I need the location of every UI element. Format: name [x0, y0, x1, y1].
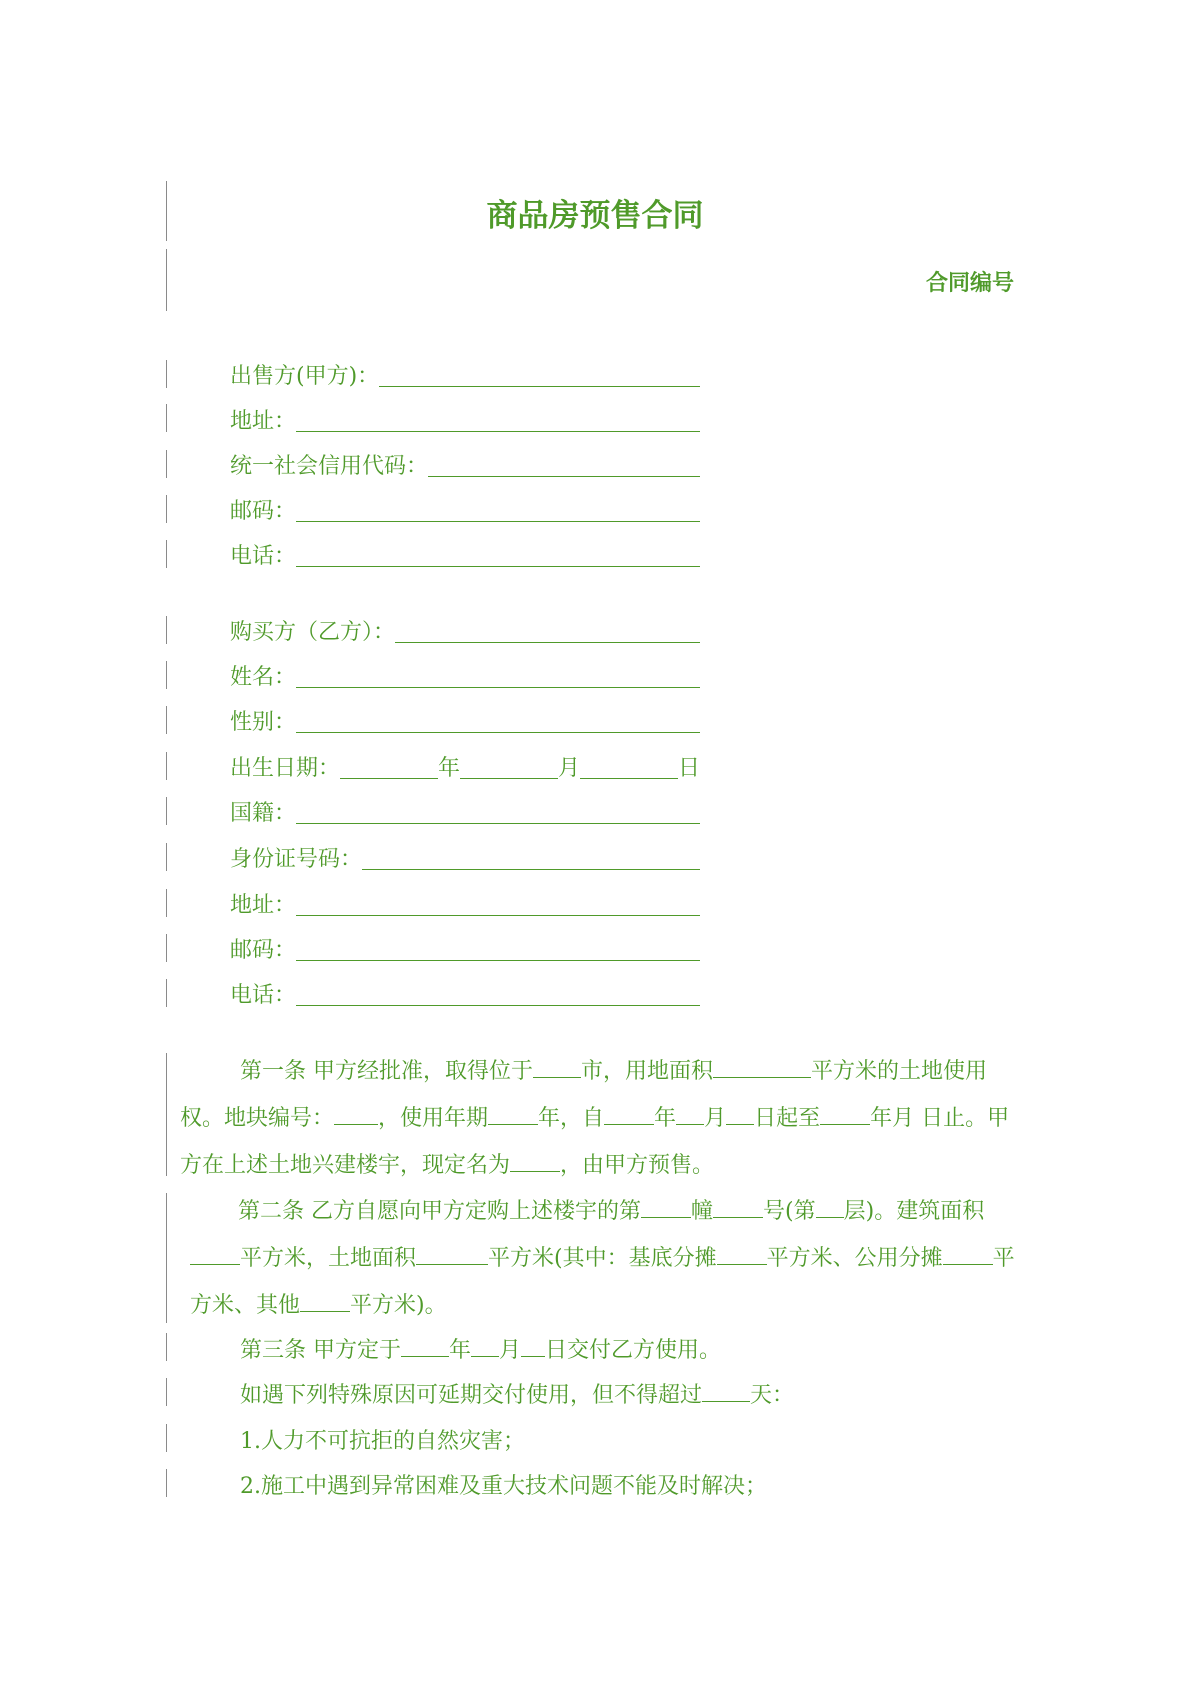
buyer-address-label: 地址： [230, 893, 297, 918]
blank[interactable] [702, 1379, 750, 1402]
text: ，由甲方预售。 [560, 1153, 715, 1178]
year-label: 年 [438, 756, 461, 781]
text: 幢 [691, 1199, 714, 1224]
buyer-gender-field[interactable] [230, 706, 700, 736]
list-item: 2.施工中遇到异常困难及重大技术问题不能及时解决； [240, 1474, 767, 1499]
text: 平方米、公用分摊 [766, 1246, 943, 1271]
seller-credit-code-field[interactable] [230, 450, 700, 480]
text: 年，自 [538, 1106, 605, 1131]
text: 市，用地面积 [581, 1059, 714, 1084]
fill-line[interactable] [428, 475, 700, 477]
text: 天： [750, 1383, 795, 1408]
margin-bar [166, 979, 167, 1007]
text: 号(第 [763, 1199, 816, 1224]
blank[interactable] [820, 1102, 870, 1125]
buyer-id-field[interactable] [230, 843, 700, 873]
blank[interactable] [190, 1242, 240, 1265]
fill-line[interactable] [340, 777, 438, 779]
blank[interactable] [641, 1195, 691, 1218]
fill-line[interactable] [460, 777, 558, 779]
text: 月 [704, 1106, 727, 1131]
buyer-id-label: 身份证号码： [230, 847, 363, 872]
margin-bar [166, 752, 167, 780]
text: 平方米)。 [350, 1293, 447, 1318]
fill-line[interactable] [296, 914, 700, 916]
blank[interactable] [726, 1102, 754, 1125]
margin-bar [166, 616, 167, 644]
blank[interactable] [300, 1289, 350, 1312]
buyer-address-field[interactable] [230, 889, 700, 919]
blank[interactable] [717, 1242, 767, 1265]
margin-bar [166, 1333, 167, 1361]
margin-bar [166, 1193, 167, 1323]
fill-line[interactable] [296, 565, 700, 567]
margin-bar [166, 1469, 167, 1497]
fill-line[interactable] [296, 1004, 700, 1006]
article-3 [240, 1333, 721, 1364]
fill-line[interactable] [296, 731, 700, 733]
text: 如遇下列特殊原因可延期交付使用，但不得超过 [240, 1383, 703, 1408]
article-1 [180, 1048, 1015, 1189]
margin-bar [166, 889, 167, 917]
margin-bar [166, 1424, 167, 1452]
buyer-name-label: 姓名： [230, 665, 297, 690]
fill-line[interactable] [395, 641, 700, 643]
blank[interactable] [713, 1055, 811, 1078]
margin-bar [166, 249, 167, 311]
text: 第一条 甲方经批准，取得位于 [240, 1059, 533, 1084]
margin-bar [166, 797, 167, 825]
text: 平方米(其中：基底分摊 [488, 1246, 717, 1271]
margin-bar [166, 1053, 167, 1176]
text: 平方米的土地使用权。地块编号： [180, 1059, 988, 1131]
blank[interactable] [510, 1149, 560, 1172]
margin-bar [166, 540, 167, 568]
blank[interactable] [521, 1334, 545, 1357]
blank[interactable] [533, 1055, 581, 1078]
month-label: 月 [558, 756, 581, 781]
list-item: 1.人力不可抗拒的自然灾害； [240, 1429, 525, 1454]
blank[interactable] [488, 1102, 538, 1125]
fill-line[interactable] [296, 430, 700, 432]
text: 第二条 乙方自愿向甲方定购上述楼宇的第 [238, 1199, 641, 1224]
margin-bar [166, 934, 167, 962]
delay-clause [240, 1378, 794, 1409]
article-2 [190, 1188, 1015, 1329]
blank[interactable] [676, 1102, 704, 1125]
text: 平方米，土地面积 [240, 1246, 417, 1271]
blank[interactable] [713, 1195, 763, 1218]
seller-phone-field[interactable] [230, 540, 700, 570]
blank[interactable] [816, 1195, 844, 1218]
text: 年 [654, 1106, 677, 1131]
seller-credit-code-label: 统一社会信用代码： [230, 454, 429, 479]
fill-line[interactable] [296, 520, 700, 522]
buyer-nationality-label: 国籍： [230, 801, 297, 826]
seller-address-label: 地址： [230, 409, 297, 434]
seller-postcode-label: 邮码： [230, 499, 297, 524]
buyer-heading: 购买方（乙方）： [230, 620, 396, 645]
blank[interactable] [471, 1334, 499, 1357]
text: 平方米、其他 [190, 1246, 1015, 1318]
fill-line[interactable] [379, 385, 700, 387]
blank[interactable] [416, 1242, 488, 1265]
contract-number-label: 合同编号 [925, 271, 1014, 296]
margin-bar [166, 495, 167, 523]
buyer-postcode-field[interactable] [230, 934, 700, 964]
day-label: 日 [678, 756, 701, 781]
text: 第三条 甲方定于 [240, 1338, 401, 1363]
margin-bar [166, 661, 167, 689]
buyer-nationality-field[interactable] [230, 797, 700, 827]
buyer-birthdate-label: 出生日期： [230, 756, 341, 781]
buyer-birthdate-field[interactable] [230, 752, 700, 782]
margin-bar [166, 1378, 167, 1406]
margin-bar [166, 706, 167, 734]
page-title: 商品房预售合同 [486, 198, 704, 234]
fill-line[interactable] [362, 868, 700, 870]
blank[interactable] [604, 1102, 654, 1125]
blank[interactable] [401, 1334, 449, 1357]
margin-bar [166, 450, 167, 478]
text: 年 [449, 1338, 472, 1363]
margin-bar [166, 360, 167, 388]
margin-bar [166, 843, 167, 871]
fill-line[interactable] [580, 777, 678, 779]
text: 层)。建筑面积 [843, 1199, 985, 1224]
buyer-heading-field[interactable] [230, 616, 700, 646]
blank[interactable] [943, 1242, 993, 1265]
buyer-postcode-label: 邮码： [230, 938, 297, 963]
seller-postcode-field[interactable] [230, 495, 700, 525]
text: 日起至 [754, 1106, 821, 1131]
seller-name-field[interactable] [230, 360, 700, 390]
text: ，使用年期 [378, 1106, 489, 1131]
blank[interactable] [334, 1102, 378, 1125]
fill-line[interactable] [296, 686, 700, 688]
fill-line[interactable] [296, 822, 700, 824]
text: 日交付乙方使用。 [545, 1338, 722, 1363]
margin-bar [166, 404, 167, 432]
buyer-phone-label: 电话： [230, 983, 297, 1008]
seller-phone-label: 电话： [230, 544, 297, 569]
buyer-phone-field[interactable] [230, 979, 700, 1009]
text: 月 [499, 1338, 522, 1363]
seller-heading: 出售方(甲方)： [230, 364, 380, 389]
buyer-gender-label: 性别： [230, 710, 297, 735]
fill-line[interactable] [296, 959, 700, 961]
buyer-name-field[interactable] [230, 661, 700, 691]
seller-address-field[interactable] [230, 405, 700, 435]
text: 年月 日止。甲方在上述土地兴建楼宇，现定名为 [180, 1106, 1010, 1178]
